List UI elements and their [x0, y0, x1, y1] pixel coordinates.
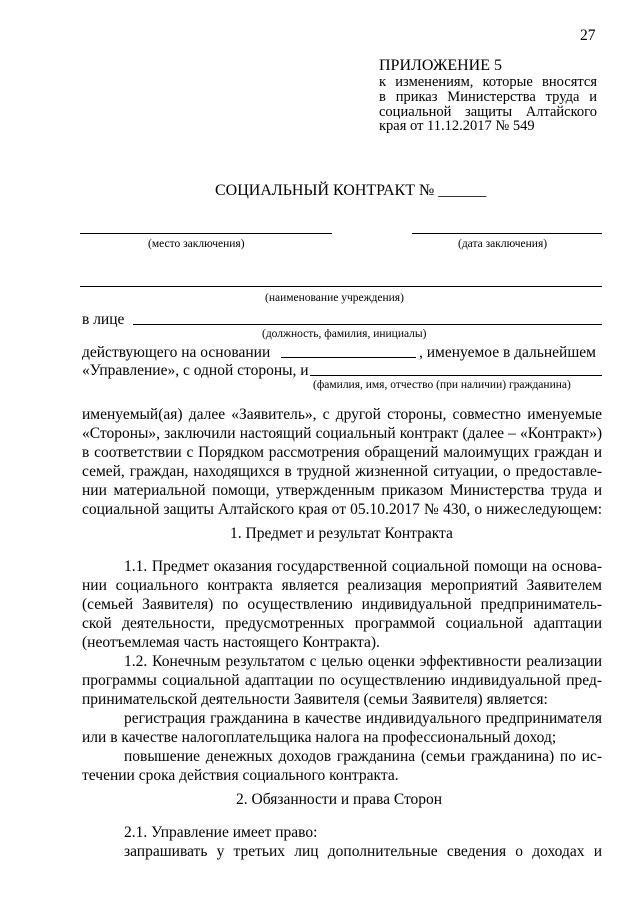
appendix-line: края от 11.12.2017 № 549 — [379, 118, 535, 134]
intro-line: нии материальной помощи, утвержденным приказом Министерства труда и — [82, 482, 602, 499]
appendix-title: ПРИЛОЖЕНИЕ 5 — [379, 57, 503, 74]
paragraph-line: регистрация гражданина в качестве индивидуального предпринимателя — [124, 710, 602, 727]
paragraph-line: течении срока действия социального контракта. — [82, 767, 399, 784]
institution-line — [80, 286, 602, 287]
paragraph-line: принимательской деятельности Заявителя (семьи Заявителя) является: — [82, 691, 548, 708]
place-line — [80, 233, 332, 234]
contract-title: СОЦИАЛЬНЫЙ КОНТРАКТ № ______ — [215, 182, 487, 199]
intro-line: именуемый(ая) далее «Заявитель», с другой стороны, совместно именуемые — [82, 406, 602, 423]
citizen-line — [310, 375, 602, 376]
management-text: «Управление», с одной стороны, и — [82, 362, 309, 379]
paragraph-line: 1.2. Конечным результатом с целью оценки эффективности реализации — [124, 653, 602, 670]
paragraph-line: 1.1. Предмет оказания государственной социальной помощи на основа- — [124, 558, 602, 575]
intro-line: «Стороны», заключили настоящий социальный контракт (далее – «Контракт») — [82, 425, 602, 442]
basis-line — [281, 357, 416, 358]
date-line — [412, 233, 602, 234]
citizen-caption: (фамилия, имя, отчество (при наличии) гражданина) — [313, 379, 571, 391]
page-number: 27 — [580, 27, 596, 44]
date-caption: (дата заключения) — [458, 238, 548, 250]
institution-caption: (наименование учреждения) — [265, 292, 404, 304]
paragraph-line: (неотъемлемая часть настоящего Контракта). — [82, 634, 380, 651]
paragraph-line: нии социального контракта является реализация мероприятий Заявителем — [82, 577, 602, 594]
section-1-heading: 1. Предмет и результат Контракта — [230, 525, 453, 542]
intro-line: социальной защиты Алтайского края от 05.10.2017 № 430, о нижеследующем: — [82, 501, 602, 518]
paragraph-line: или в качестве налогоплательщика налога на профессиональный доход; — [82, 729, 557, 746]
acting-text-right: , именуемое в дальнейшем — [419, 344, 596, 361]
acting-text: действующего на основании — [82, 344, 271, 361]
appendix-line: в приказ Министерства труда и — [379, 89, 597, 105]
section-2-heading: 2. Обязанности и права Сторон — [236, 791, 443, 808]
intro-line: семей, граждан, находящихся в трудной жизненной ситуации, о предоставле- — [82, 463, 602, 480]
section-2-paragraph-2: запрашивать у третьих лиц дополнительные сведения о доходах и — [124, 843, 602, 860]
paragraph-line: повышение денежных доходов гражданина (семьи гражданина) по ис- — [124, 748, 602, 765]
section-2-paragraph-1: 2.1. Управление имеет право: — [124, 824, 318, 841]
position-caption: (должность, фамилия, инициалы) — [262, 328, 427, 340]
appendix-line: социальной защиты Алтайского — [379, 104, 597, 120]
paragraph-line: ской деятельности, предусмотренных программой социальной адаптации — [82, 615, 602, 632]
appendix-line: к изменениям, которые вносятся — [379, 74, 597, 90]
paragraph-line: программы социальной адаптации по осуществлению индивидуальной пред- — [82, 672, 602, 689]
place-caption: (место заключения) — [148, 238, 245, 250]
position-line — [133, 324, 602, 325]
intro-line: в соответствии с Порядком рассмотрения обращений малоимущих граждан и — [82, 444, 602, 461]
paragraph-line: (семьей Заявителя) по осуществлению индивидуальной предприниматель- — [82, 596, 602, 613]
in-person-label: в лице — [82, 311, 125, 328]
